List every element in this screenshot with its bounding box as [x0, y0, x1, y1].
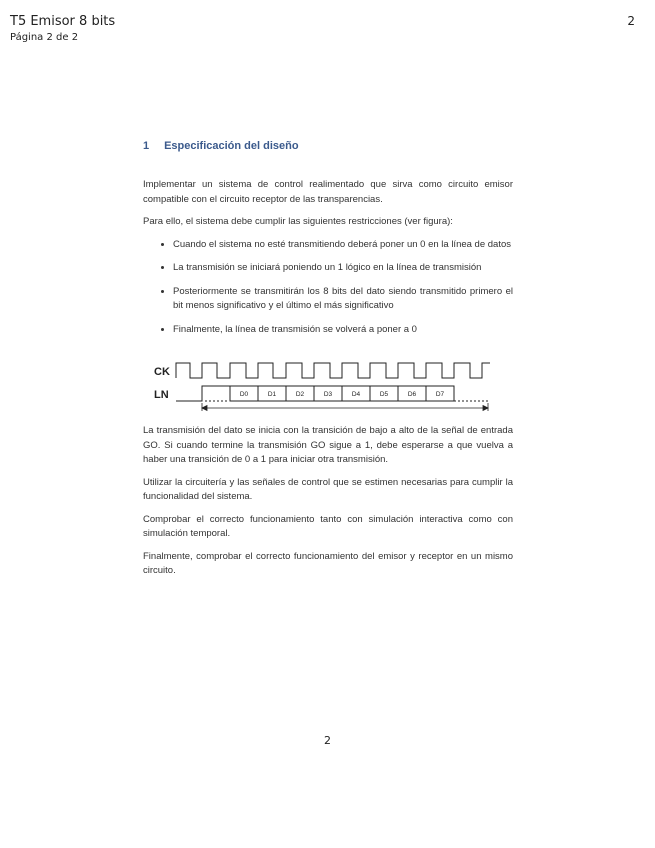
footer-page-number: 2 [324, 734, 331, 747]
section-heading [143, 140, 299, 152]
document-body [143, 178, 513, 346]
section-title: Especificación del diseño [164, 140, 299, 152]
paragraph: Para ello, el sistema debe cumplir las siguientes restricciones (ver figura): [143, 216, 453, 227]
header-page-number: 2 [627, 14, 635, 28]
paragraph: Finalmente, comprobar el correcto funcionamiento del emisor y receptor en un mismo circuito. [143, 550, 513, 576]
list-item: • Finalmente, la línea de transmisión se volverá a poner a 0 [173, 323, 513, 338]
bit-label: D4 [351, 391, 361, 398]
bit-label: D1 [267, 391, 277, 398]
bit-label: D6 [407, 391, 417, 398]
bit-label: D2 [295, 391, 305, 398]
header-title: T5 Emisor 8 bits [10, 14, 116, 29]
paragraph: La transmisión del dato se inicia con la transición de bajo a alto de la señal de entrada GO. Si cuando termine la transmisión GO sigue a 1, debe esperarse a que vuelva a haber una transición de 0 a 1 para iniciar otra transmisión. [143, 425, 513, 465]
header-page-info: Página 2 de 2 [10, 32, 79, 43]
list-item: • Posteriormente se transmitirán los 8 bits del dato siendo transmitido primero el bit menos significativo y el último el más significativo [173, 285, 513, 314]
list-item: • La transmisión se iniciará poniendo un 1 lógico en la línea de transmisión [173, 261, 513, 276]
bit-cells [230, 386, 454, 401]
clock-label: CK [154, 366, 170, 378]
line-label: LN [154, 389, 169, 401]
timing-diagram [150, 358, 500, 413]
clock-waveform [176, 363, 490, 378]
bit-label: D3 [323, 391, 333, 398]
bit-label: D5 [379, 391, 389, 398]
bit-label: D0 [239, 391, 249, 398]
data-line-waveform [176, 386, 230, 401]
paragraph: Utilizar la circuitería y las señales de control que se estimen necesarias para cumplir la funcionalidad del sistema. [143, 476, 513, 502]
clock-edge-markers [202, 367, 482, 372]
section-number: 1 [143, 140, 150, 152]
duration-arrow [202, 403, 488, 411]
list-item: • Cuando el sistema no esté transmitiendo deberá poner un 0 en la línea de datos [173, 238, 513, 253]
paragraph: Comprobar el correcto funcionamiento tanto con simulación interactiva como con simulación temporal. [143, 513, 513, 539]
document-body-bottom [143, 424, 513, 587]
bit-label: D7 [435, 391, 445, 398]
restrictions-list [143, 238, 513, 338]
paragraph: Implementar un sistema de control realimentado que sirva como circuito emisor compatible con el circuito receptor de las transparencias. [143, 179, 513, 205]
